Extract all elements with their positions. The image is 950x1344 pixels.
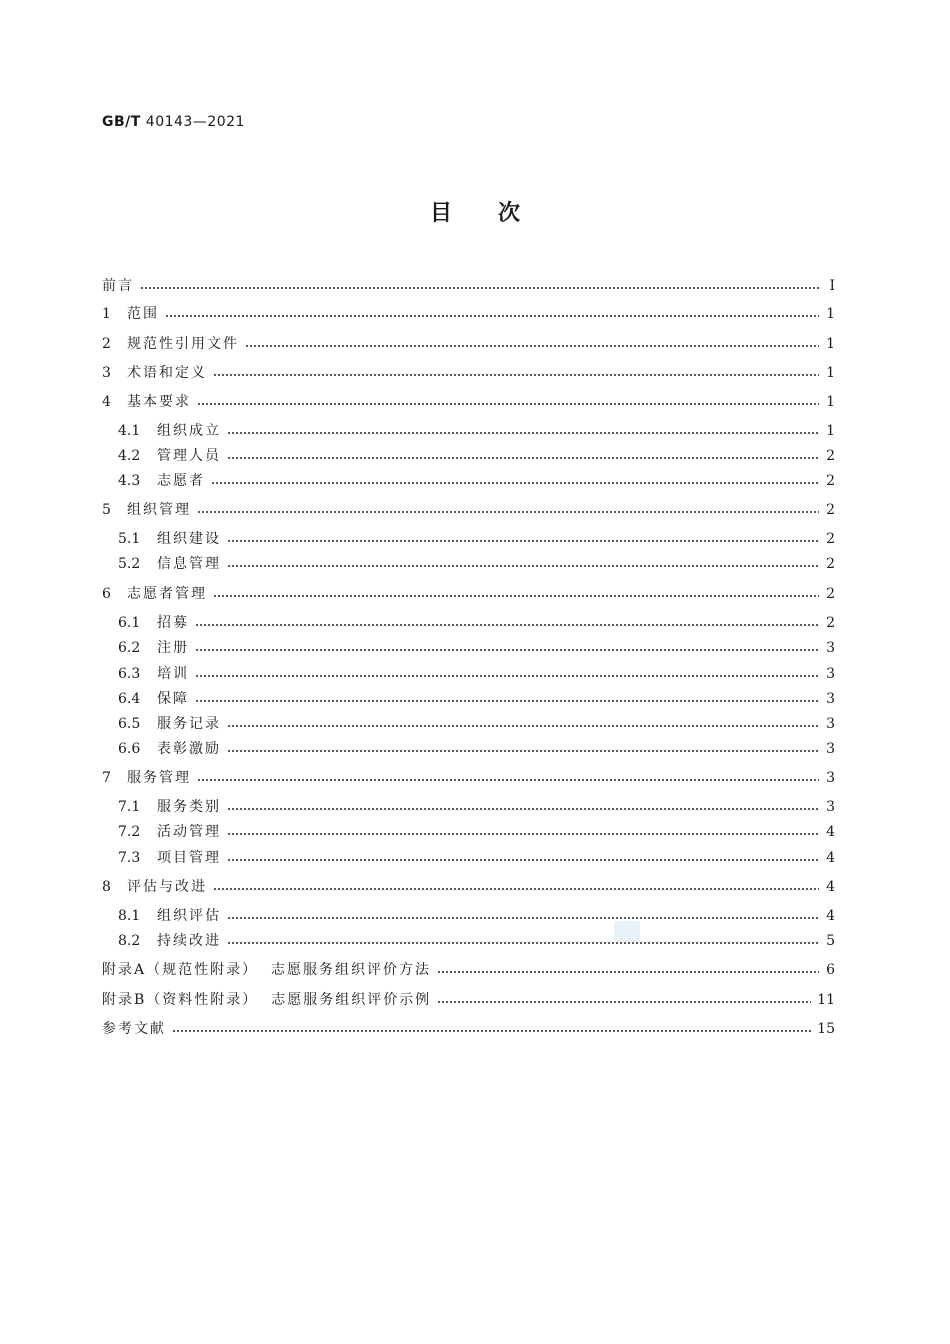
toc-entry-title: 基本要求 — [127, 394, 191, 410]
toc-entry-page: 2 — [826, 586, 835, 602]
toc-entry[interactable] — [118, 931, 835, 951]
toc-entry-page: 1 — [826, 306, 835, 322]
toc-entry[interactable] — [118, 471, 835, 491]
toc-entry-title: 服务类别 — [157, 799, 221, 815]
toc-entry-page: 3 — [826, 799, 835, 815]
toc-entry-title: 评估与改进 — [127, 879, 207, 895]
toc-entry-number: 4.1 — [118, 423, 141, 439]
toc-entry-page: 4 — [826, 850, 835, 866]
toc-entry[interactable] — [118, 714, 835, 734]
toc-entry-title: 术语和定义 — [127, 365, 207, 381]
dot-leader — [227, 457, 819, 459]
dot-leader — [227, 942, 819, 944]
toc-entry-number: 7.1 — [118, 799, 141, 815]
toc-entry-title: 志愿者管理 — [127, 586, 207, 602]
toc-entry[interactable] — [118, 664, 835, 684]
dot-leader — [172, 1030, 811, 1032]
dot-leader — [197, 511, 819, 513]
toc-entry[interactable] — [102, 363, 835, 383]
toc-entry-title: 服务记录 — [157, 716, 221, 732]
toc-entry[interactable] — [102, 276, 835, 296]
toc-entry[interactable] — [118, 554, 835, 574]
dot-leader — [227, 833, 819, 835]
toc-entry-page: 11 — [817, 992, 835, 1008]
toc-entry-page: 3 — [826, 666, 835, 682]
toc-entry[interactable] — [118, 797, 835, 817]
toc-entry-page: 1 — [826, 423, 835, 439]
dot-leader — [213, 374, 819, 376]
toc-entry-number: 3 — [102, 365, 111, 381]
toc-entry[interactable] — [118, 638, 835, 658]
toc-entry-page: Ⅰ — [829, 278, 835, 294]
toc-entry[interactable] — [118, 529, 835, 549]
dot-leader — [195, 624, 819, 626]
dot-leader — [195, 675, 819, 677]
toc-entry-number: 2 — [102, 336, 111, 352]
toc-entry-page: 4 — [826, 824, 835, 840]
dot-leader — [227, 725, 819, 727]
watermark-logo — [614, 921, 640, 941]
toc-entry[interactable] — [118, 446, 835, 466]
toc-entry-title: 组织建设 — [157, 531, 221, 547]
toc-entry[interactable] — [118, 848, 835, 868]
toc-entry[interactable] — [102, 392, 835, 412]
toc-entry-page: 2 — [826, 448, 835, 464]
dot-leader — [195, 700, 819, 702]
toc-entry-title: 表彰激励 — [157, 741, 221, 757]
dot-leader — [227, 565, 819, 567]
toc-entry-number: 8 — [102, 879, 111, 895]
dot-leader — [227, 432, 819, 434]
toc-entry-page: 3 — [826, 716, 835, 732]
toc-entry-number: 6.4 — [118, 691, 141, 707]
dot-leader — [437, 971, 819, 973]
toc-entry-number: 7.3 — [118, 850, 141, 866]
toc-entry-number: 1 — [102, 306, 111, 322]
dot-leader — [213, 595, 819, 597]
toc-entry-page: 1 — [826, 365, 835, 381]
toc-entry-number: 4 — [102, 394, 111, 410]
toc-entry[interactable] — [118, 906, 835, 926]
dot-leader — [437, 1001, 811, 1003]
dot-leader — [227, 808, 819, 810]
dot-leader — [211, 482, 819, 484]
toc-entry-number: 6.5 — [118, 716, 141, 732]
dot-leader — [165, 315, 819, 317]
standard-code — [102, 114, 245, 130]
dot-leader — [197, 403, 819, 405]
toc-entry-page: 2 — [826, 556, 835, 572]
toc-entry[interactable] — [102, 304, 835, 324]
toc-entry[interactable] — [118, 739, 835, 759]
standard-number: 40143—2021 — [145, 114, 245, 130]
toc-entry-page: 5 — [826, 933, 835, 949]
toc-entry[interactable] — [118, 689, 835, 709]
toc-entry-number: 6.2 — [118, 640, 141, 656]
dot-leader — [213, 888, 819, 890]
toc-entry-title: 注册 — [157, 640, 189, 656]
toc-entry[interactable] — [102, 768, 835, 788]
toc-entry-page: 2 — [826, 502, 835, 518]
toc-entry[interactable] — [102, 960, 835, 980]
toc-entry-page: 3 — [826, 640, 835, 656]
toc-entry-title: 服务管理 — [127, 770, 191, 786]
toc-entry-title: 培训 — [157, 666, 189, 682]
toc-entry-title: 前言 — [102, 278, 134, 294]
toc-entry-title: 组织管理 — [127, 502, 191, 518]
toc-entry-title: 附录A（规范性附录） 志愿服务组织评价方法 — [102, 962, 432, 978]
dot-leader — [140, 287, 819, 289]
toc-entry-page: 4 — [826, 908, 835, 924]
toc-entry-title: 组织评估 — [157, 908, 221, 924]
standard-prefix: GB/T — [102, 114, 141, 130]
toc-entry-page: 3 — [826, 691, 835, 707]
toc-entry-number: 6.3 — [118, 666, 141, 682]
dot-leader — [227, 750, 819, 752]
toc-entry-number: 4.3 — [118, 473, 141, 489]
toc-entry-title: 保障 — [157, 691, 189, 707]
toc-entry-number: 7.2 — [118, 824, 141, 840]
toc-entry-page: 3 — [826, 741, 835, 757]
toc-entry-number: 6.1 — [118, 615, 141, 631]
toc-entry-title: 规范性引用文件 — [127, 336, 239, 352]
toc-entry-number: 4.2 — [118, 448, 141, 464]
toc-entry-number: 5.1 — [118, 531, 141, 547]
toc-entry-number: 8.2 — [118, 933, 141, 949]
toc-entry-title: 范围 — [127, 306, 159, 322]
toc-entry-page: 2 — [826, 531, 835, 547]
toc-entry-title: 招募 — [157, 615, 189, 631]
toc-entry-page: 2 — [826, 615, 835, 631]
toc-entry[interactable] — [102, 334, 835, 354]
toc-entry[interactable] — [102, 500, 835, 520]
toc-entry-title: 参考文献 — [102, 1021, 166, 1037]
toc-entry-page: 1 — [826, 336, 835, 352]
toc-entry-number: 7 — [102, 770, 111, 786]
dot-leader — [227, 917, 819, 919]
toc-entry-number: 5.2 — [118, 556, 141, 572]
toc-entry[interactable] — [102, 990, 835, 1010]
toc-entry-title: 活动管理 — [157, 824, 221, 840]
toc-entry-number: 5 — [102, 502, 111, 518]
toc-entry-number: 6.6 — [118, 741, 141, 757]
dot-leader — [227, 859, 819, 861]
toc-entry[interactable] — [118, 822, 835, 842]
toc-entry-page: 3 — [826, 770, 835, 786]
toc-entry-page: 15 — [817, 1021, 835, 1037]
toc-entry-page: 2 — [826, 473, 835, 489]
dot-leader — [245, 345, 819, 347]
toc-entry[interactable] — [102, 584, 835, 604]
toc-entry-title: 组织成立 — [157, 423, 221, 439]
toc-entry-title: 信息管理 — [157, 556, 221, 572]
toc-entry-title: 持续改进 — [157, 933, 221, 949]
dot-leader — [227, 540, 819, 542]
toc-title: 目次 — [429, 201, 566, 226]
toc-entry-number: 8.1 — [118, 908, 141, 924]
toc-entry-title: 项目管理 — [157, 850, 221, 866]
dot-leader — [195, 649, 819, 651]
toc-entry-page: 4 — [826, 879, 835, 895]
toc-entry-page: 1 — [826, 394, 835, 410]
toc-entry[interactable] — [102, 1019, 835, 1039]
toc-entry-number: 6 — [102, 586, 111, 602]
toc-entry-title: 管理人员 — [157, 448, 221, 464]
toc-entry-title: 附录B（资料性附录） 志愿服务组织评价示例 — [102, 992, 432, 1008]
toc-entry-page: 6 — [826, 962, 835, 978]
toc-entry[interactable] — [102, 877, 835, 897]
dot-leader — [197, 779, 819, 781]
toc-entry-title: 志愿者 — [157, 473, 205, 489]
toc-entry[interactable] — [118, 421, 835, 441]
toc-entry[interactable] — [118, 613, 835, 633]
